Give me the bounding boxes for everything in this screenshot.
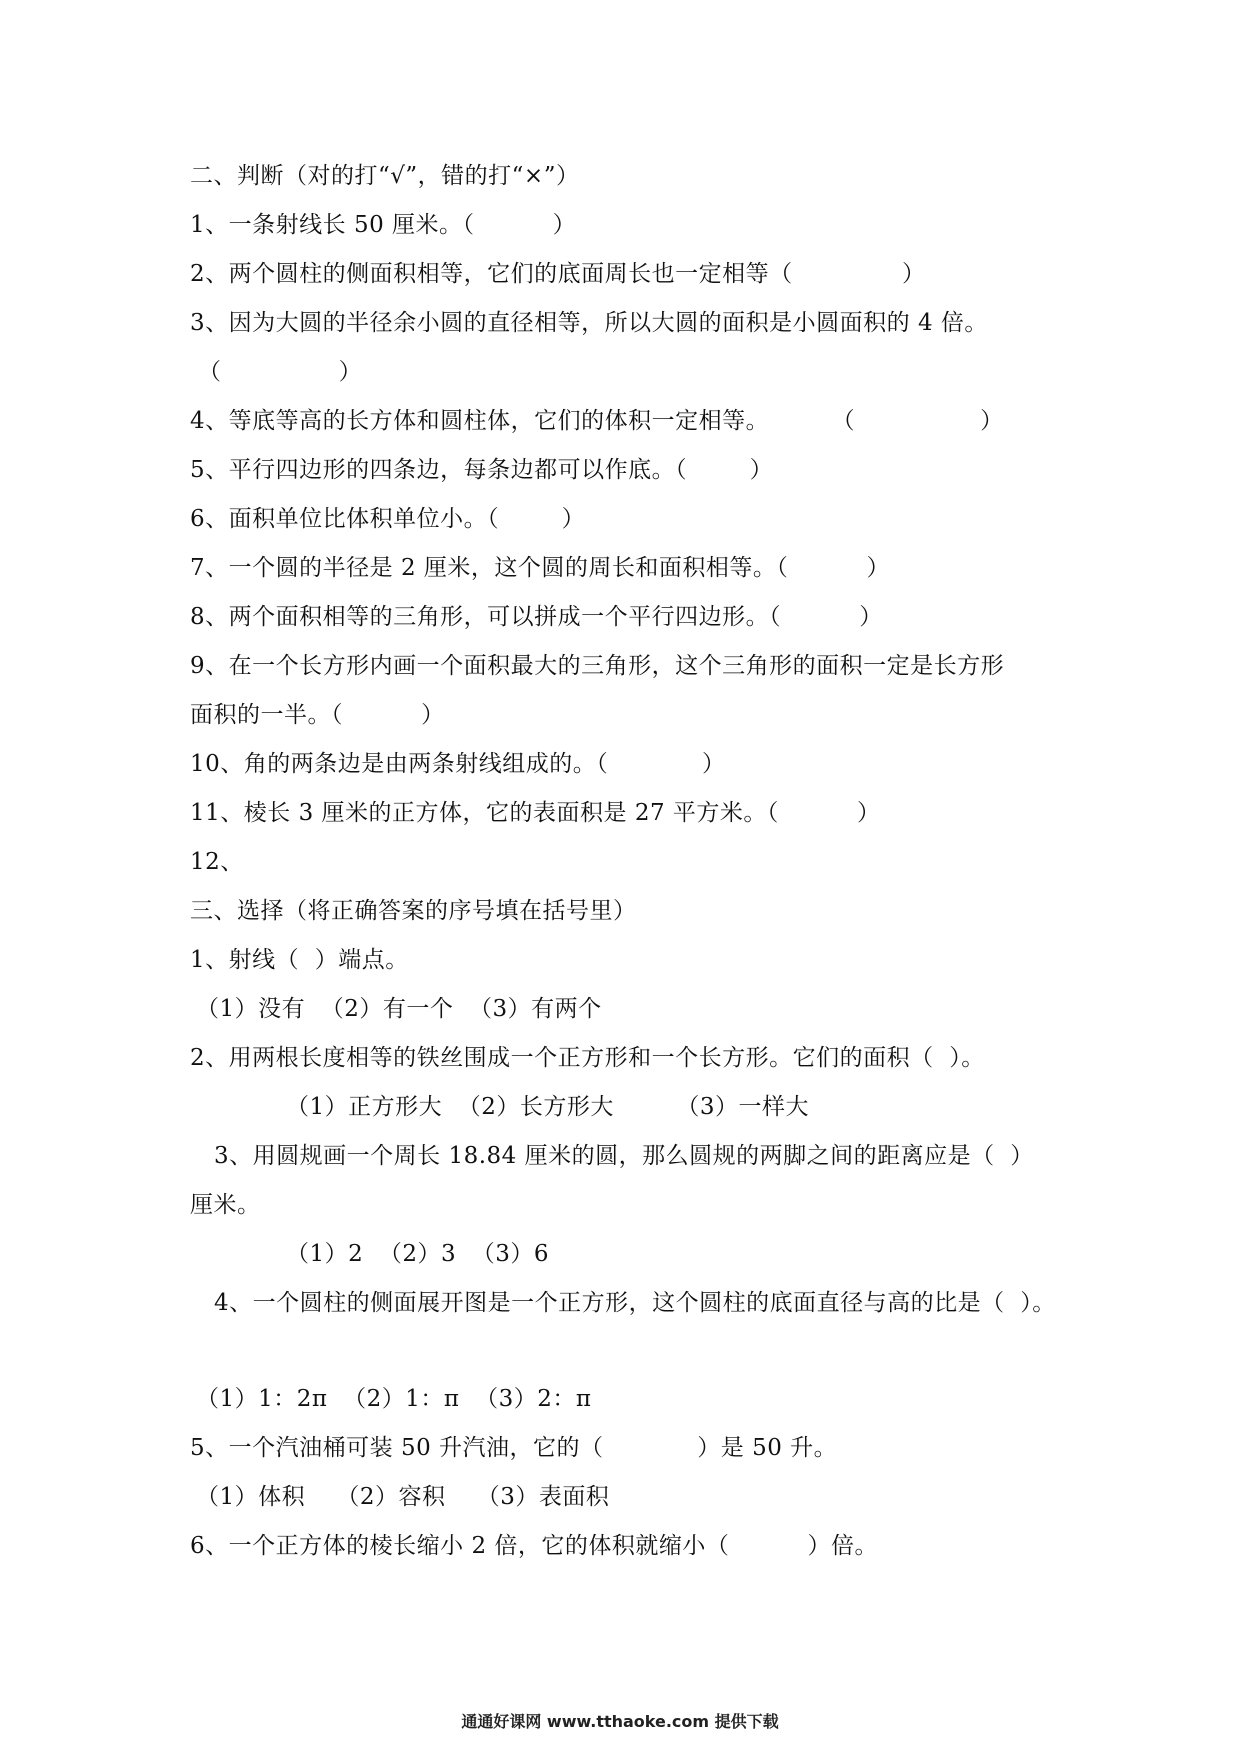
question-3-5: 5、一个汽油桶可装 50 升汽油，它的（ ）是 50 升。 bbox=[190, 1435, 838, 1461]
question-2-4: 4、等底等高的长方体和圆柱体，它们的体积一定相等。 （ ） bbox=[190, 408, 1004, 434]
question-2-10: 10、角的两条边是由两条射线组成的。（ ） bbox=[190, 751, 726, 777]
question-3-3: 3、用圆规画一个周长 18.84 厘米的圆，那么圆规的两脚之间的距离应是（ ） bbox=[214, 1143, 1034, 1169]
question-3-6: 6、一个正方体的棱长缩小 2 倍，它的体积就缩小（ ）倍。 bbox=[190, 1533, 878, 1559]
question-3-4: 4、一个圆柱的侧面展开图是一个正方形，这个圆柱的底面直径与高的比是（ ）。 bbox=[214, 1290, 1056, 1316]
section-2-title: 二、判断（对的打“√”，错的打“×”） bbox=[190, 163, 580, 189]
question-3-1-options: （1）没有 （2）有一个 （3）有两个 bbox=[196, 996, 602, 1022]
section-3-title: 三、选择（将正确答案的序号填在括号里） bbox=[190, 898, 637, 924]
question-2-11: 11、棱长 3 厘米的正方体，它的表面积是 27 平方米。（ ） bbox=[190, 800, 881, 826]
question-2-2: 2、两个圆柱的侧面积相等，它们的底面周长也一定相等（ ） bbox=[190, 261, 926, 287]
question-3-3-options: （1）2 （2）3 （3）6 bbox=[286, 1241, 550, 1267]
question-2-12: 12、 bbox=[190, 849, 244, 875]
question-3-2: 2、用两根长度相等的铁丝围成一个正方形和一个长方形。它们的面积（ ）。 bbox=[190, 1045, 985, 1071]
question-2-9-continued: 面积的一半。（ ） bbox=[190, 702, 445, 728]
question-2-5: 5、平行四边形的四条边，每条边都可以作底。（ ） bbox=[190, 457, 774, 483]
question-3-2-options: （1）正方形大 （2）长方形大 （3）一样大 bbox=[286, 1094, 810, 1120]
question-2-7: 7、一个圆的半径是 2 厘米，这个圆的周长和面积相等。（ ） bbox=[190, 555, 890, 581]
question-2-9: 9、在一个长方形内画一个面积最大的三角形，这个三角形的面积一定是长方形 bbox=[190, 653, 1005, 679]
footer-source: 通通好课网 www.tthaoke.com 提供下载 bbox=[461, 1712, 779, 1731]
question-3-3-continued: 厘米。 bbox=[190, 1192, 261, 1218]
question-2-3: 3、因为大圆的半径余小圆的直径相等，所以大圆的面积是小圆面积的 4 倍。 bbox=[190, 310, 988, 336]
question-3-4-options: （1）1：2π （2）1：π （3）2：π bbox=[196, 1386, 592, 1412]
question-3-1: 1、射线（ ）端点。 bbox=[190, 947, 409, 973]
question-3-5-options: （1）体积 （2）容积 （3）表面积 bbox=[196, 1484, 610, 1510]
question-2-8: 8、两个面积相等的三角形，可以拼成一个平行四边形。（ ） bbox=[190, 604, 883, 630]
question-2-3-answer: （ ） bbox=[198, 359, 363, 385]
question-2-1: 1、一条射线长 50 厘米。（ ） bbox=[190, 212, 577, 238]
question-2-6: 6、面积单位比体积单位小。（ ） bbox=[190, 506, 586, 532]
